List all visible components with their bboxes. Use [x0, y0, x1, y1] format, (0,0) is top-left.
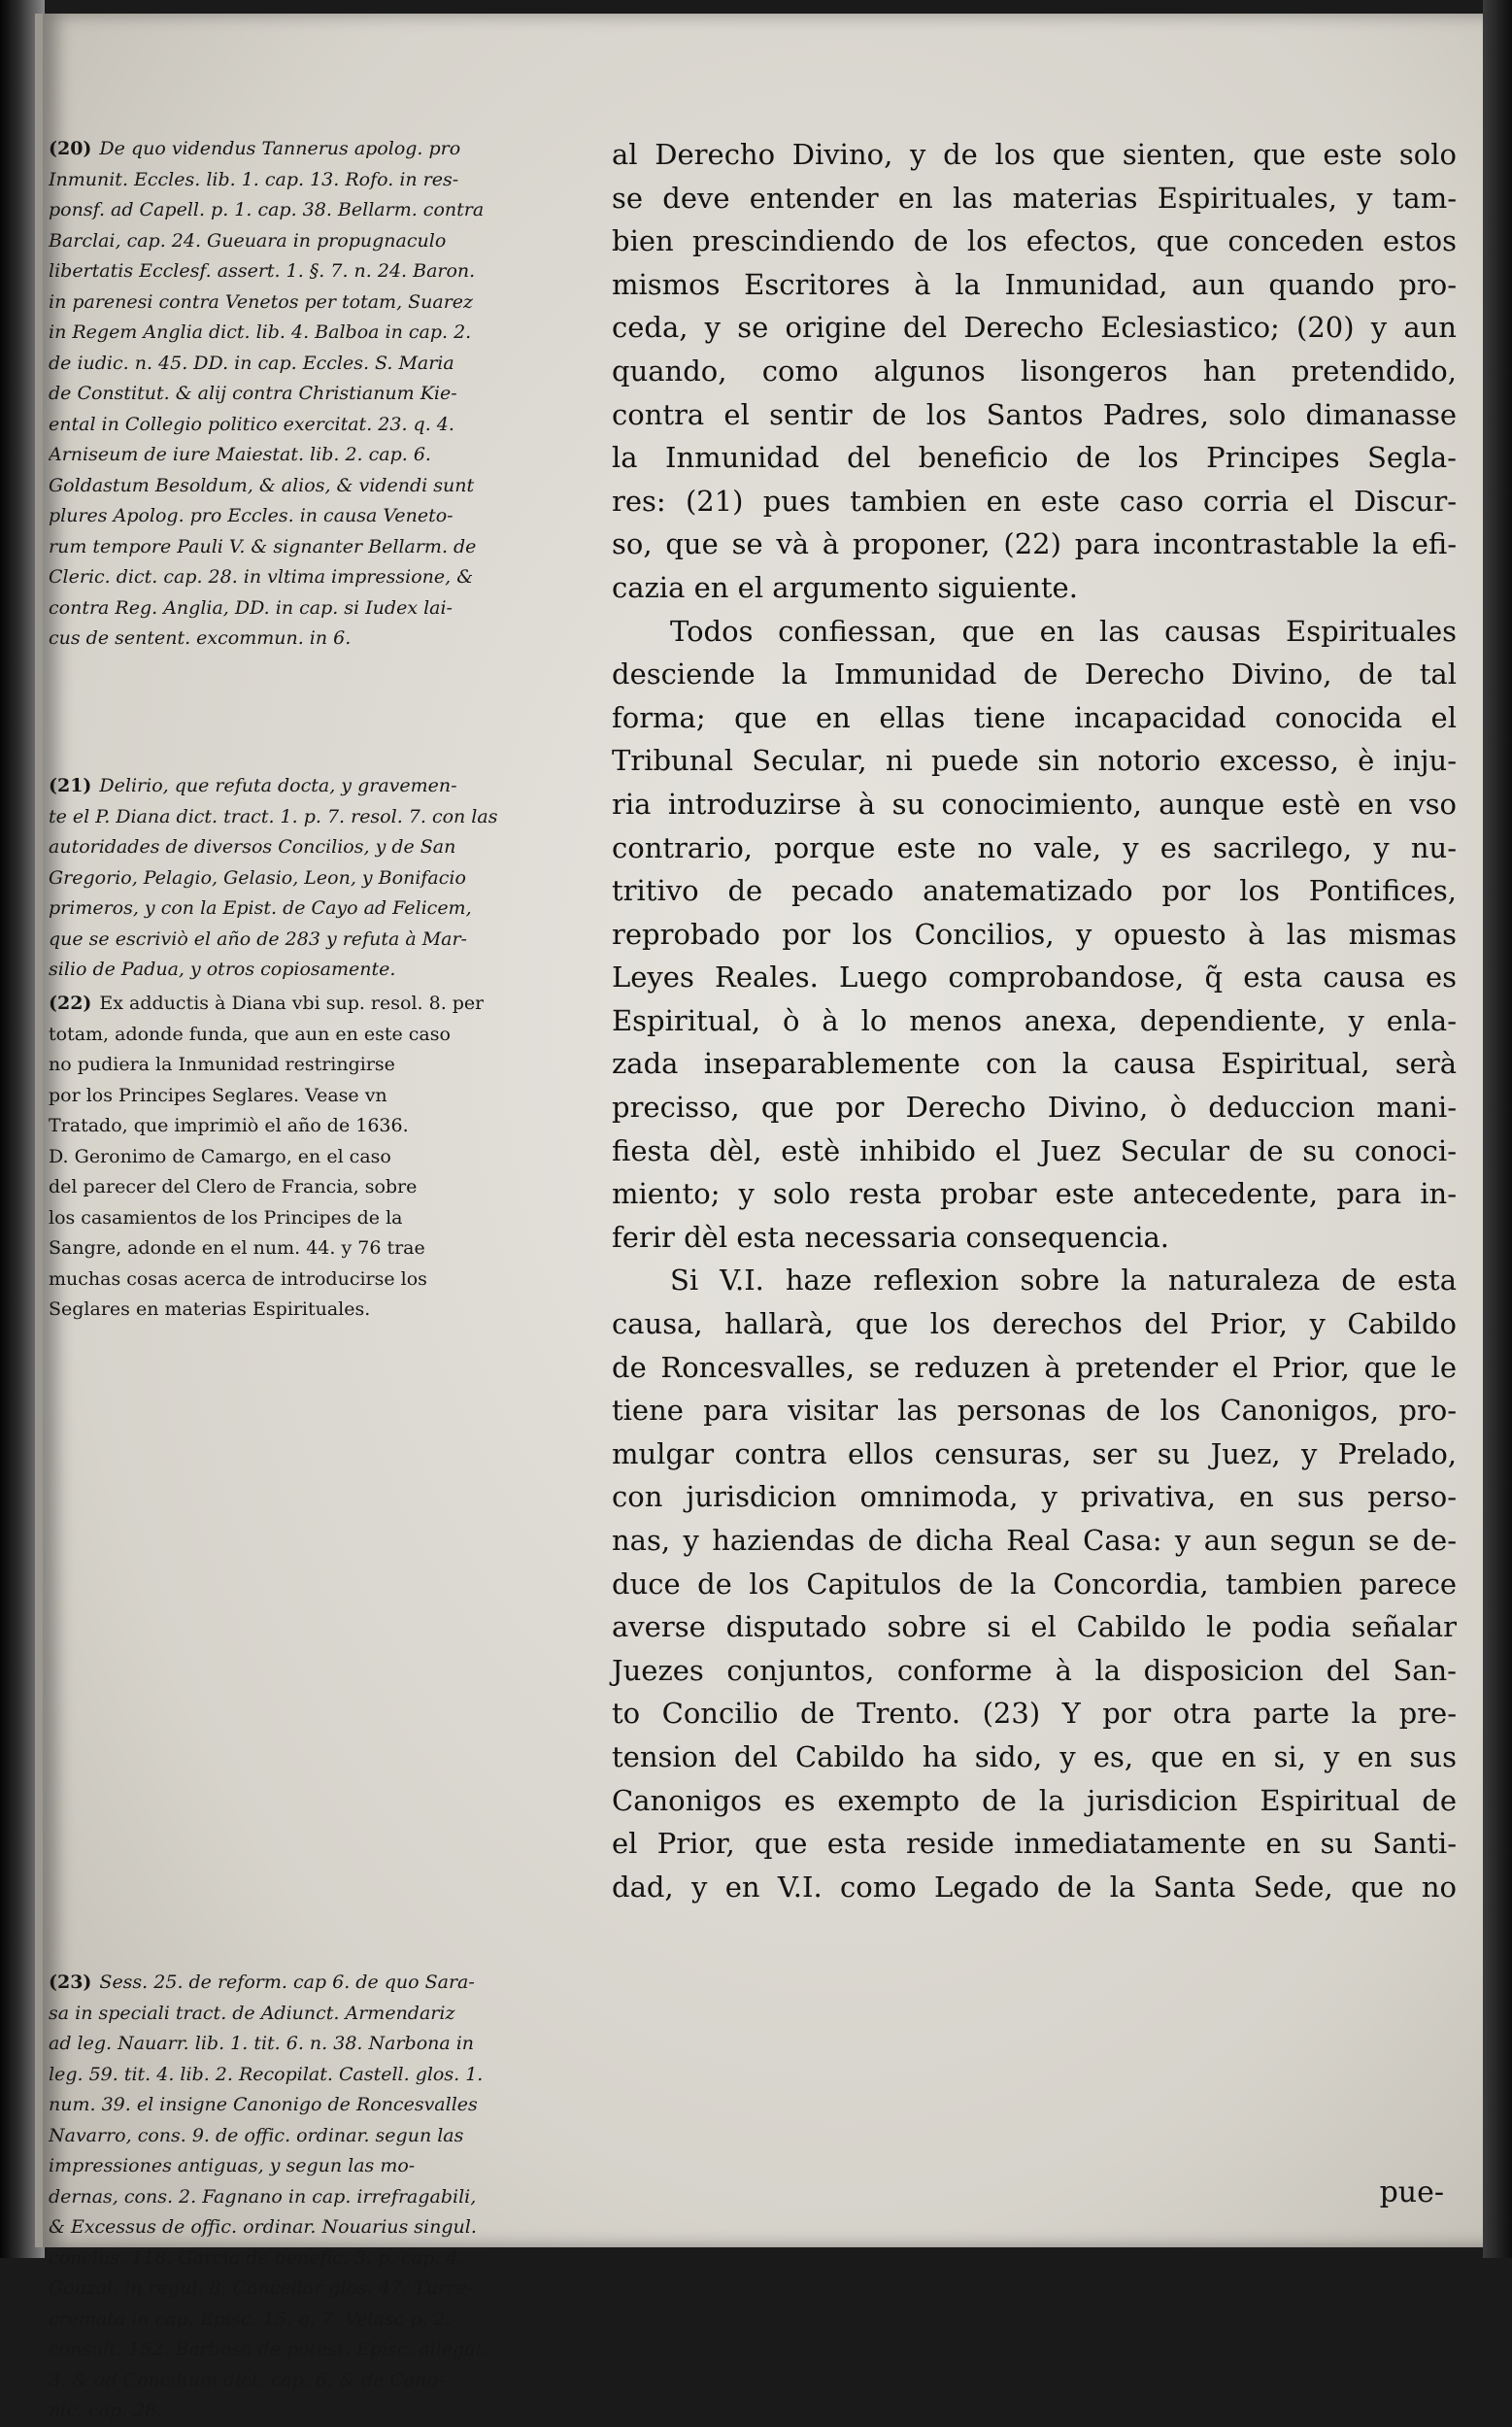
footnote-number: (22): [49, 993, 92, 1014]
footnote-text: De quo videndus Tannerus apolog. pro: [99, 138, 461, 159]
text-line: zada inseparablemente con la causa Espiritual, serà: [612, 1047, 1457, 1081]
text-line: tiene para visitar las personas de los Canonigos, pro-: [612, 1394, 1457, 1428]
footnote-line: los casamientos de los Principes de la: [49, 1206, 403, 1229]
text-line: la Inmunidad del beneficio de los Principes Segla-: [612, 441, 1457, 475]
footnote-line: Sangre, adonde en el num. 44. y 76 trae: [49, 1237, 425, 1259]
text-line: al Derecho Divino, y de los que sienten, que este solo: [612, 138, 1457, 171]
text-line: causa, hallarà, que los derechos del Prior, y Cabildo: [612, 1307, 1457, 1341]
footnote-line: autoridades de diversos Concilios, y de San: [49, 836, 456, 858]
text-line: Tribunal Secular, ni puede sin notorio excesso, è inju-: [612, 744, 1457, 778]
footnote-line: no pudiera la Inmunidad restringirse: [49, 1054, 395, 1075]
footnote-line: que se escriviò el año de 283 y refuta à Mar-: [49, 927, 467, 950]
text-line: Todos confiessan, que en las causas Espirituales: [670, 614, 1457, 648]
text-line: con jurisdicion omnimoda, y privativa, en sus perso-: [612, 1480, 1457, 1514]
text-line: nas, y haziendas de dicha Real Casa: y aun segun se de-: [612, 1524, 1457, 1557]
footnote-number: (23): [49, 1972, 92, 1993]
footnote-line: conclus. 118. Garcia de benefic. 3. p. cap. 4.: [49, 2246, 464, 2269]
text-line: mulgar contra ellos censuras, ser su Juez, y Prelado,: [612, 1436, 1457, 1470]
main-paragraph-1: [612, 133, 1457, 610]
text-line: el Prior, que esta reside inmediatamente en su Santi-: [612, 1827, 1457, 1861]
main-paragraph-3: [612, 1259, 1457, 1908]
text-line: cazia en el argumento siguiente.: [612, 570, 1078, 604]
text-line: Canonigos es exempto de la jurisdicion Espiritual de: [612, 1783, 1457, 1817]
text-line: so, que se và à proponer, (22) para incontrastable la efi-: [612, 527, 1457, 561]
footnote-line: de Constitut. & alij contra Christianum Kie-: [49, 383, 457, 404]
footnote-line: leg. 59. tit. 4. lib. 2. Recopilat. Castell. glos. 1.: [49, 2063, 484, 2085]
footnote-line: te el P. Diana dict. tract. 1. p. 7. resol. 7. con las: [49, 805, 498, 827]
footnote-line: silio de Padua, y otros copiosamente.: [49, 959, 396, 980]
footnote-line: dernas, cons. 2. Fagnano in cap. irrefragabili,: [49, 2185, 477, 2208]
footnote-line: ponsf. ad Capell. p. 1. cap. 38. Bellarm. contra: [49, 199, 485, 220]
footnote-20: [49, 134, 484, 655]
text-line: Leyes Reales. Luego comprobandose, q̃ esta causa es: [612, 961, 1457, 994]
footnote-line: in parenesi contra Venetos per totam, Suarez: [49, 290, 474, 313]
footnote-line: plures Apolog. pro Eccles. in causa Veneto-: [49, 505, 454, 526]
footnote-text: Delirio, que refuta docta, y gravemen-: [99, 775, 457, 796]
page-edge-shadow: [1483, 0, 1512, 2258]
footnote-line: totam, adonde funda, que aun en este caso: [49, 1023, 451, 1045]
footnote-line: contra Reg. Anglia, DD. in cap. si Iudex lai-: [49, 596, 453, 619]
footnote-line: Barclai, cap. 24. Gueuara in propugnaculo: [49, 229, 447, 252]
text-line: ferir dèl esta necessaria consequencia.: [612, 1220, 1170, 1254]
footnote-line: Cleric. dict. cap. 28. in vltima impressione, &: [49, 566, 474, 588]
footnote-line: libertatis Ecclesf. assert. 1. §. 7. n. 24. Baron.: [49, 260, 476, 282]
footnote-line: D. Geronimo de Camargo, en el caso: [49, 1145, 391, 1167]
footnote-text: Sess. 25. de reform. cap 6. de quo Sara-: [99, 1972, 475, 1993]
text-line: averse disputado sobre si el Cabildo le podia señalar: [612, 1610, 1457, 1644]
footnote-line: ad leg. Nauarr. lib. 1. tit. 6. n. 38. Narbona in: [49, 2033, 475, 2054]
text-line: Si V.I. haze reflexion sobre la naturaleza de esta: [670, 1264, 1457, 1298]
text-line: fiesta dèl, estè inhibido el Juez Secular de su conoci-: [612, 1133, 1457, 1167]
footnote-line: [49, 1968, 488, 1999]
footnote-line: cremata in cap. Episc. 15. q. 7. Velasc p. 2.: [49, 2308, 452, 2330]
text-line: bien prescindiendo de los efectos, que conceden estos: [612, 224, 1457, 258]
main-paragraph-2: [612, 610, 1457, 1260]
footnote-line: num. 39. el insigne Canonigo de Roncesvalles: [49, 2094, 478, 2115]
text-line: ceda, y se origine del Derecho Eclesiastico; (20) y aun: [612, 311, 1457, 345]
footnote-line: Tratado, que imprimiò el año de 1636.: [49, 1115, 409, 1136]
footnote-line: 3. & ad Concilium dict. cap. 6. & de Cano-: [49, 2369, 445, 2391]
footnote-21: [49, 771, 497, 986]
footnote-line: Seglares en materias Espirituales.: [49, 1298, 371, 1320]
footnote-line: Goldastum Besoldum, & alios, & videndi sunt: [49, 474, 475, 496]
text-line: reprobado por los Concilios, y opuesto à las mismas: [612, 917, 1457, 951]
text-line: dad, y en V.I. como Legado de la Santa Sede, que no: [612, 1870, 1457, 1904]
footnote-line: cus de sentent. excommun. in 6.: [49, 627, 352, 649]
footnote-23: [49, 1968, 488, 2427]
footnote-line: [49, 771, 497, 802]
text-line: de Roncesvalles, se reduzen à pretender el Prior, que le: [612, 1350, 1457, 1384]
footnote-line: in Regem Anglia dict. lib. 4. Balboa in cap. 2.: [49, 321, 472, 343]
text-line: contra el sentir de los Santos Padres, solo dimanasse: [612, 397, 1457, 431]
text-line: contrario, porque este no vale, y es sacrilego, y nu-: [612, 830, 1457, 864]
text-line: tension del Cabildo ha sido, y es, que en si, y en sus: [612, 1739, 1457, 1773]
text-line: desciende la Immunidad de Derecho Divino, de tal: [612, 657, 1457, 691]
text-line: quando, como algunos lisongeros han pretendido,: [612, 354, 1457, 388]
footnote-line: [49, 989, 484, 1020]
text-line: duce de los Capitulos de la Concordia, tambien parece: [612, 1567, 1457, 1601]
text-line: to Concilio de Trento. (23) Y por otra parte la pre-: [612, 1697, 1457, 1731]
footnote-text: Ex adductis à Diana vbi sup. resol. 8. per: [99, 993, 485, 1014]
text-line: se deve entender en las materias Espirituales, y tam-: [612, 181, 1457, 215]
footnote-22: [49, 989, 484, 1326]
footnote-line: primeros, y con la Epist. de Cayo ad Felicem,: [49, 897, 472, 919]
catchword: pue-: [1379, 2175, 1444, 2209]
footnote-number: (21): [49, 775, 92, 796]
footnote-line: por los Principes Seglares. Vease vn: [49, 1084, 387, 1106]
footnote-line: de iudic. n. 45. DD. in cap. Eccles. S. Maria: [49, 352, 454, 374]
footnote-line: Arniseum de iure Maiestat. lib. 2. cap. 6.: [49, 444, 431, 465]
footnote-line: nic. cap. 28.: [49, 2400, 163, 2421]
footnote-line: Inmunit. Eccles. lib. 1. cap. 13. Rofo. in res-: [49, 168, 459, 190]
footnote-line: Gonzal. in regul. 8. Cancellar glos. 47. Turre-: [49, 2277, 473, 2299]
text-line: ria introduzirse à su conocimiento, aunque estè en vso: [612, 787, 1457, 821]
footnote-line: del parecer del Clero de Francia, sobre: [49, 1176, 418, 1197]
text-line: Espiritual, ò à lo menos anexa, dependiente, y enla-: [612, 1003, 1457, 1037]
text-line: miento; y solo resta probar este antecedente, para in-: [612, 1177, 1457, 1211]
text-line: precisso, que por Derecho Divino, ò deduccion mani-: [612, 1091, 1457, 1125]
main-text-column: [612, 133, 1457, 1908]
text-line: forma; que en ellas tiene incapacidad conocida el: [612, 700, 1457, 734]
footnote-line: & Excessus de offic. ordinar. Nouarius singul.: [49, 2216, 477, 2238]
footnote-line: ental in Collegio politico exercitat. 23. q. 4.: [49, 413, 454, 435]
footnote-line: consult. 152. Barbosa de potest. Episc. allegat.: [49, 2339, 489, 2360]
text-line: tritivo de pecado anatematizado por los Pontifices,: [612, 874, 1457, 908]
footnote-line: Gregorio, Pelagio, Gelasio, Leon, y Bonifacio: [49, 866, 466, 889]
text-line: res: (21) pues tambien en este caso corria el Discur-: [612, 484, 1457, 518]
footnote-number: (20): [49, 138, 92, 159]
footnote-line: sa in speciali tract. de Adiunct. Armendariz: [49, 2002, 455, 2024]
footnote-line: muchas cosas acerca de introducirse los: [49, 1267, 427, 1290]
text-line: mismos Escritores à la Inmunidad, aun quando pro-: [612, 267, 1457, 301]
footnote-line: rum tempore Pauli V. & signanter Bellarm. de: [49, 535, 477, 557]
footnote-line: [49, 134, 484, 165]
footnote-line: Navarro, cons. 9. de offic. ordinar. segun las: [49, 2124, 464, 2146]
footnote-line: impressiones antiguas, y segun las mo-: [49, 2155, 416, 2176]
text-line: Juezes conjuntos, conforme à la disposicion del San-: [612, 1653, 1457, 1687]
